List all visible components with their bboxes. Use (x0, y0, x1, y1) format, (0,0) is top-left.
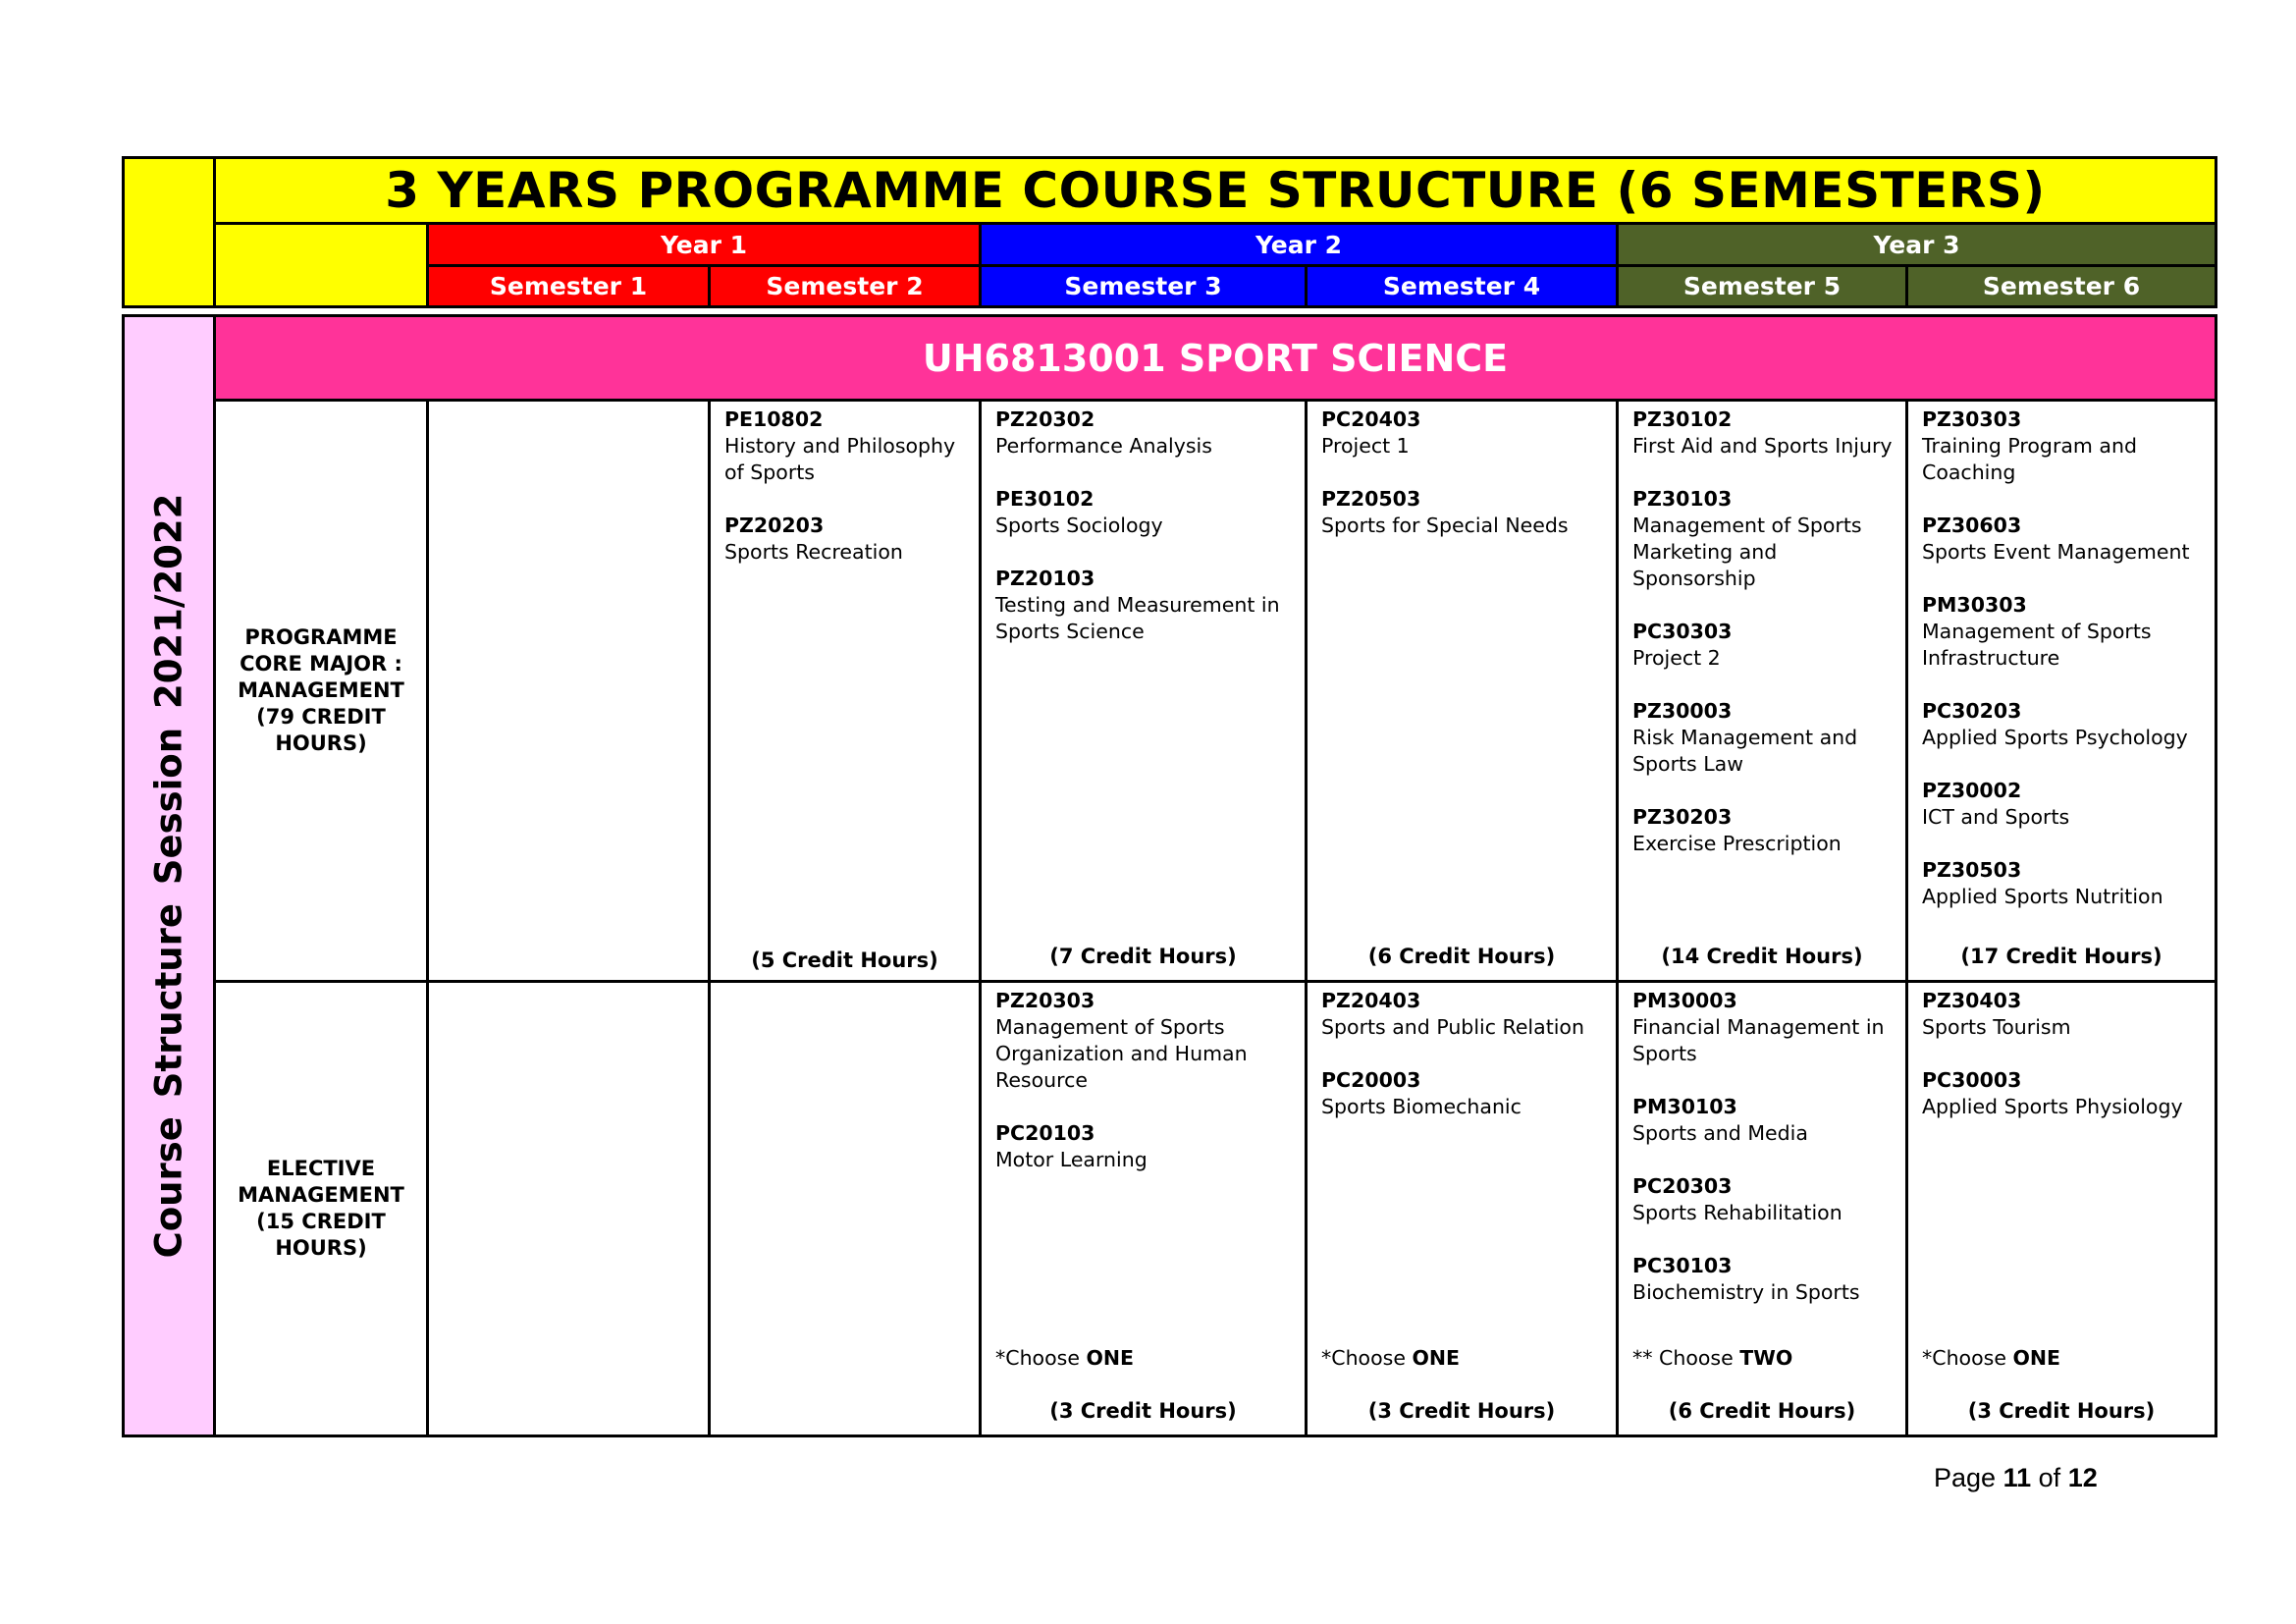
course-name: Sports Tourism (1922, 1015, 2071, 1039)
course-name: Sports Biomechanic (1321, 1095, 1522, 1118)
elective-sem6-cell (1905, 980, 2217, 1437)
course-code: PC20003 (1321, 1068, 1421, 1092)
course-code: PM30103 (1632, 1095, 1737, 1118)
elective-sem3-cell (979, 980, 1308, 1437)
page-current: 11 (2002, 1463, 2032, 1492)
course-code: PZ20403 (1321, 989, 1421, 1012)
course-entry (995, 1120, 1295, 1173)
course-name: First Aid and Sports Injury (1632, 434, 1893, 458)
course-entry (1632, 406, 1896, 460)
course-name: Management of Sports Infrastructure (1922, 620, 2152, 670)
core-sem6-cell (1905, 399, 2217, 983)
course-code: PZ30303 (1922, 407, 2022, 431)
course-name: Sports Sociology (995, 514, 1163, 537)
core-sem2-cell (708, 399, 982, 983)
course-name: Sports Recreation (724, 540, 903, 564)
course-name: Training Program and Coaching (1922, 434, 2137, 484)
course-code: PZ30102 (1632, 407, 1733, 431)
course-name: Project 2 (1632, 646, 1721, 670)
course-code: PZ30002 (1922, 779, 2022, 802)
credit-hours: (5 Credit Hours) (751, 948, 938, 972)
page-total: 12 (2067, 1463, 2098, 1492)
semester-5-header: Semester 5 (1616, 264, 1908, 308)
page-title: 3 YEARS PROGRAMME COURSE STRUCTURE (6 SEMESTERS) (213, 156, 2217, 225)
page-word: Page (1934, 1463, 1997, 1492)
course-name: Sports for Special Needs (1321, 514, 1569, 537)
course-entry (1922, 857, 2205, 910)
course-name: Risk Management and Sports Law (1632, 726, 1858, 776)
choose-count: ONE (1086, 1346, 1135, 1370)
course-name: Sports Rehabilitation (1632, 1201, 1842, 1224)
session-label: Course Structure Session 2021/2022 (147, 493, 190, 1259)
course-code: PZ20203 (724, 514, 825, 537)
course-name: Exercise Prescription (1632, 832, 1842, 855)
elective-sem4-cell (1305, 980, 1619, 1437)
year-3-header: Year 3 (1616, 222, 2217, 267)
course-entry (1922, 1067, 2205, 1120)
choose-prefix: ** Choose (1632, 1346, 1734, 1370)
semester-6-header: Semester 6 (1905, 264, 2217, 308)
elective-sem1-cell (426, 980, 711, 1437)
credit-hours: (3 Credit Hours) (1367, 1399, 1556, 1423)
course-code: PZ30403 (1922, 989, 2022, 1012)
semester-2-header: Semester 2 (708, 264, 982, 308)
course-entry (1922, 406, 2205, 486)
programme-banner: UH6813001 SPORT SCIENCE (213, 314, 2217, 402)
course-code: PZ30003 (1632, 699, 1733, 723)
course-entry (1922, 988, 2205, 1041)
page-number (1934, 1463, 2169, 1498)
elective-row-label: ELECTIVE MANAGEMENT (15 CREDIT HOURS) (213, 980, 429, 1437)
course-code: PZ30603 (1922, 514, 2022, 537)
course-code: PZ20303 (995, 989, 1095, 1012)
course-code: PZ20103 (995, 567, 1095, 590)
course-name: Project 1 (1321, 434, 1410, 458)
course-entry (1632, 698, 1896, 778)
session-column (122, 314, 216, 1437)
course-code: PC20403 (1321, 407, 1421, 431)
core-row-label: PROGRAMME CORE MAJOR : MANAGEMENT (79 CREDIT HOURS) (213, 399, 429, 983)
credit-hours: (6 Credit Hours) (1668, 1399, 1856, 1423)
course-code: PE30102 (995, 487, 1095, 511)
core-sem1-cell (426, 399, 711, 983)
credit-hours: (3 Credit Hours) (1049, 1399, 1237, 1423)
credit-hours: (3 Credit Hours) (1967, 1399, 2156, 1423)
course-entry (995, 566, 1295, 645)
course-entry (1632, 1253, 1896, 1306)
choose-note (1321, 1345, 1460, 1372)
course-code: PC30103 (1632, 1254, 1733, 1277)
semester-1-header: Semester 1 (426, 264, 711, 308)
choose-note (995, 1345, 1134, 1372)
course-entry (724, 513, 969, 566)
course-entry (1922, 778, 2205, 831)
course-code: PZ30503 (1922, 858, 2022, 882)
header-label-spacer (213, 222, 429, 308)
course-name: Sports and Media (1632, 1121, 1808, 1145)
course-entry (1922, 592, 2205, 672)
course-name: Testing and Measurement in Sports Science (995, 593, 1280, 643)
course-name: Motor Learning (995, 1148, 1148, 1171)
course-code: PC30303 (1632, 620, 1733, 643)
choose-count: ONE (1412, 1346, 1461, 1370)
course-code: PC20303 (1632, 1174, 1733, 1198)
course-name: Performance Analysis (995, 434, 1212, 458)
course-code: PZ20302 (995, 407, 1095, 431)
choose-prefix: *Choose (995, 1346, 1080, 1370)
course-entry (1922, 513, 2205, 566)
course-entry (1632, 486, 1896, 592)
semester-3-header: Semester 3 (979, 264, 1308, 308)
core-sem5-cell (1616, 399, 1908, 983)
semester-4-header: Semester 4 (1305, 264, 1619, 308)
course-code: PC20103 (995, 1121, 1095, 1145)
course-code: PZ30203 (1632, 805, 1733, 829)
elective-sem5-cell (1616, 980, 1908, 1437)
choose-prefix: *Choose (1321, 1346, 1406, 1370)
course-entry (1632, 1173, 1896, 1226)
course-code: PM30303 (1922, 593, 2027, 617)
credit-hours: (17 Credit Hours) (1960, 945, 2163, 968)
course-code: PZ20503 (1321, 487, 1421, 511)
choose-prefix: *Choose (1922, 1346, 2006, 1370)
page-of: of (2038, 1463, 2061, 1492)
course-name: Management of Sports Marketing and Sponsorship (1632, 514, 1862, 590)
core-sem4-cell (1305, 399, 1619, 983)
course-entry (995, 486, 1295, 539)
course-entry (1321, 988, 1606, 1041)
course-entry (1321, 486, 1606, 539)
course-entry (1632, 804, 1896, 857)
course-name: Applied Sports Psychology (1922, 726, 2188, 749)
course-code: PE10802 (724, 407, 824, 431)
course-code: PZ30103 (1632, 487, 1733, 511)
course-name: Financial Management in Sports (1632, 1015, 1885, 1065)
year-1-header: Year 1 (426, 222, 982, 267)
credit-hours: (14 Credit Hours) (1661, 945, 1863, 968)
course-code: PC30003 (1922, 1068, 2022, 1092)
course-name: Applied Sports Physiology (1922, 1095, 2183, 1118)
year-2-header: Year 2 (979, 222, 1619, 267)
credit-hours: (7 Credit Hours) (1049, 945, 1237, 968)
course-name: Sports and Public Relation (1321, 1015, 1584, 1039)
course-entry (724, 406, 969, 486)
course-code: PC30203 (1922, 699, 2022, 723)
core-sem3-cell (979, 399, 1308, 983)
header-corner (122, 156, 216, 308)
course-entry (1632, 1094, 1896, 1147)
course-name: History and Philosophy of Sports (724, 434, 956, 484)
course-name: Management of Sports Organization and Human Resource (995, 1015, 1248, 1092)
course-entry (995, 988, 1295, 1094)
course-entry (1632, 988, 1896, 1067)
choose-note (1922, 1345, 2060, 1372)
choose-count: ONE (2012, 1346, 2061, 1370)
course-entry (1922, 698, 2205, 751)
elective-sem2-cell (708, 980, 982, 1437)
course-name: Sports Event Management (1922, 540, 2190, 564)
course-code: PM30003 (1632, 989, 1737, 1012)
course-entry (1632, 619, 1896, 672)
course-name: Biochemistry in Sports (1632, 1280, 1860, 1304)
course-name: Applied Sports Nutrition (1922, 885, 2163, 908)
course-entry (1321, 1067, 1606, 1120)
credit-hours: (6 Credit Hours) (1367, 945, 1556, 968)
choose-count: TWO (1739, 1346, 1793, 1370)
course-entry (995, 406, 1295, 460)
course-name: ICT and Sports (1922, 805, 2070, 829)
course-entry (1321, 406, 1606, 460)
choose-note (1632, 1345, 1792, 1372)
